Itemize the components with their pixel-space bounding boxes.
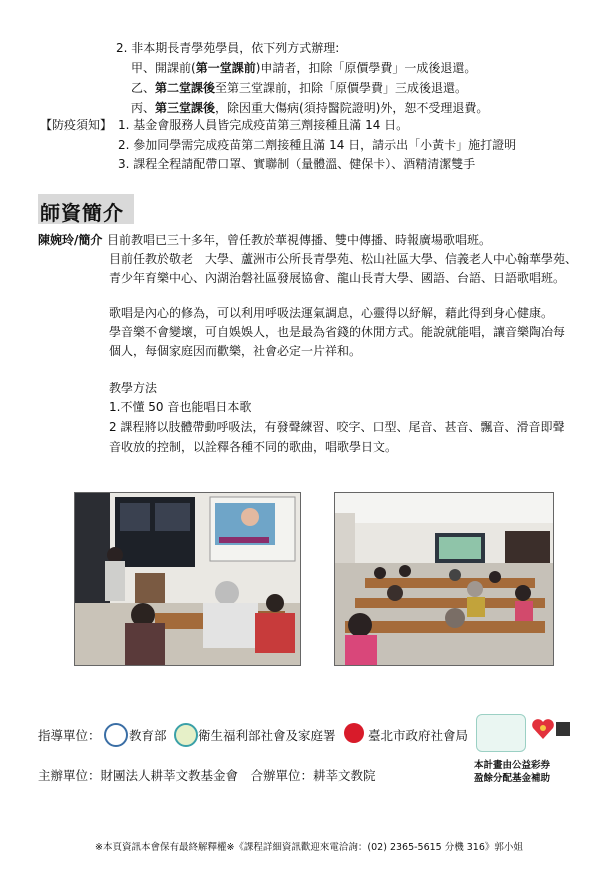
refund-item-2: 2. 非本期長青學苑學員，依下列方式辦理: [116,41,340,55]
covid-item-3: 3. 課程全程請配帶口罩、實聯制（量體溫、健保卡）、酒精清潔雙手 [118,157,476,171]
philosophy-line: 歌唱是內心的修為，可以利用呼吸法運氣調息，心靈得以紓解，藉此得到身心健康。 [109,306,554,320]
funding-note: 盈餘分配基金補助 [474,773,551,784]
method-line: 音收放的控制，以詮釋各種不同的歌曲，唱歌學日文。 [109,440,398,454]
bio-line: 青少年育樂中心、內湖治磐社區發展協會、龍山長青大學、國語、台語、日語歌唱班。 [109,271,566,285]
guide-label: 指導單位： [38,728,101,743]
philosophy-line: 學音樂不會變壞，可自娛娛人，也是最為省錢的休閒方式。能說就能唱，讓音樂陶冶每 [109,325,566,339]
covid-label: 【防疫須知】 [40,118,113,132]
refund-rule-c: 丙、第三堂課後，除因重大傷病(須持醫院證明)外，恕不受理退費。 [131,101,489,115]
taipei-social-welfare-logo-icon [344,723,364,743]
small-logo-icon [556,722,570,736]
host-line: 主辦單位：財團法人耕莘文教基金會 合辦單位：耕莘文教院 [38,768,376,783]
philosophy-line: 個人，每個家庭因而歡樂，社會必定一片祥和。 [109,344,362,358]
refund-rule-b: 乙、第二堂課後至第三堂課前，扣除「原價學費」三成後退還。 [131,81,468,95]
covid-item-1: 1. 基金會服務人員皆完成疫苗第三劑接種且滿 14 日。 [118,118,409,132]
org-moe: 教育部 [129,728,167,743]
funding-note: 本計畫由公益彩券 [474,760,551,771]
method-line: 2 課程將以肢體帶動呼吸法，有發聲練習、咬字、口型、尾音、甚音、飄音、滑音即聲 [109,420,565,434]
method-line: 1.不懂 50 音也能唱日本歌 [109,400,252,414]
heart-logo-icon [531,718,555,740]
bio-line: 目前教唱已三十多年，曾任教於華視傳播、雙中傳播、時報廣場歌唱班。 [107,233,492,247]
class-photo-left [74,492,301,666]
footer-note: ※本頁資訊本會保有最終解釋權※《課程詳細資訊歡迎來電洽詢：(02) 2365-5615 分機 316》郭小姐 [95,842,523,853]
org-mohw: 衛生福利部社會及家庭署 [198,728,336,743]
teacher-name: 陳婉玲/簡介 [38,233,103,247]
bio-line: 目前任教於敬老 大學、蘆洲市公所長青學苑、松山社區大學、信義老人中心翰華學苑、 [109,252,578,266]
class-photo-left-image [75,493,300,665]
refund-rule-a: 甲、開課前(第一堂課前)申請者，扣除「原價學費」一成後退還。 [131,61,477,75]
covid-item-2: 2. 參加同學需完成疫苗第二劑接種且滿 14 日，請示出「小黃卡」施打證明 [118,138,517,152]
section-title: 師資簡介 [40,201,124,225]
class-photo-right-image [335,493,553,665]
lottery-logo-icon [476,714,526,752]
method-title: 教學方法 [109,381,158,395]
moe-logo-icon [104,723,128,747]
mohw-logo-icon [174,723,198,747]
class-photo-right [334,492,554,666]
org-taipei-social: 臺北市政府社會局 [368,728,469,743]
